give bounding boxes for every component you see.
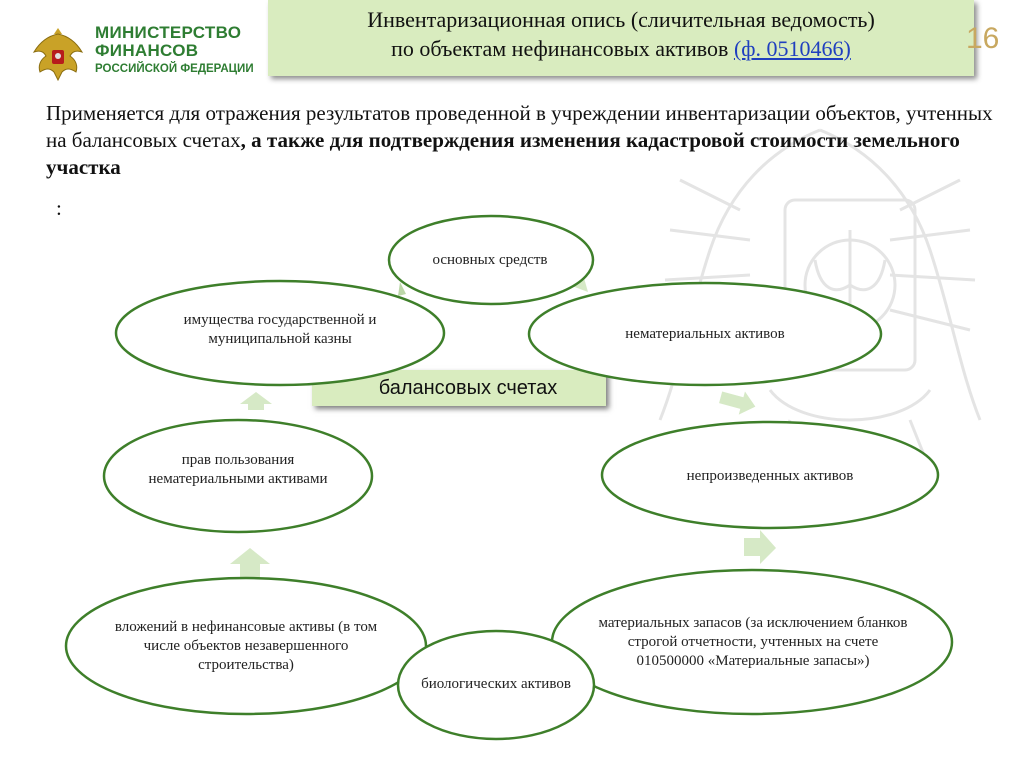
intro-regular: Применяется для отражения результатов проведенной в учреждении инвентаризации объектов, учтенных на балансовых счетах <box>46 101 993 152</box>
node-biological-assets-label: биологических активов <box>421 675 571 692</box>
intro-bold: , а также для подтверждения изменения кадастровой стоимости земельного участка <box>46 128 960 179</box>
node-treasury-label: имущества государственной и муниципальной казны <box>183 312 377 347</box>
node-fixed-assets-label: основных средств <box>432 251 548 268</box>
ministry-line-1: МИНИСТЕРСТВО <box>95 23 242 42</box>
node-non-produced-assets-label: непроизведенных активов <box>686 467 854 484</box>
slide-number: 16 <box>966 22 1000 55</box>
node-intangible-assets-label: нематериальных активов <box>625 325 785 342</box>
title-line-2: по объектам нефинансовых активов <box>391 35 734 61</box>
title-line-1: Инвентаризационная опись (сличительная ведомость) <box>367 7 875 32</box>
arrow-intangible-to-nonproduced <box>718 386 759 418</box>
node-inventories-label: материальных запасов (за исключением бланков строгой отчетности, учтенных на счете 010500000 «Материальные запасы») <box>598 614 908 669</box>
arrow-nonproduced-to-inventories <box>744 530 776 564</box>
form-link[interactable]: (ф. 0510466) <box>733 35 851 61</box>
intro-colon: : <box>56 196 62 220</box>
diagram-center-label: балансовых счетах <box>378 377 558 399</box>
ministry-line-2: ФИНАНСОВ <box>95 40 199 60</box>
arrow-usage-to-treasury <box>240 392 272 410</box>
node-investments-label: вложений в нефинансовые активы (в том числе объектов незавершенного строительства) <box>114 618 378 673</box>
ministry-line-3: РОССИЙСКОЙ ФЕДЕРАЦИИ <box>95 62 254 75</box>
arrow-investments-to-usage <box>230 548 270 578</box>
node-usage-rights-label: прав пользования нематериальными активами <box>148 452 328 487</box>
